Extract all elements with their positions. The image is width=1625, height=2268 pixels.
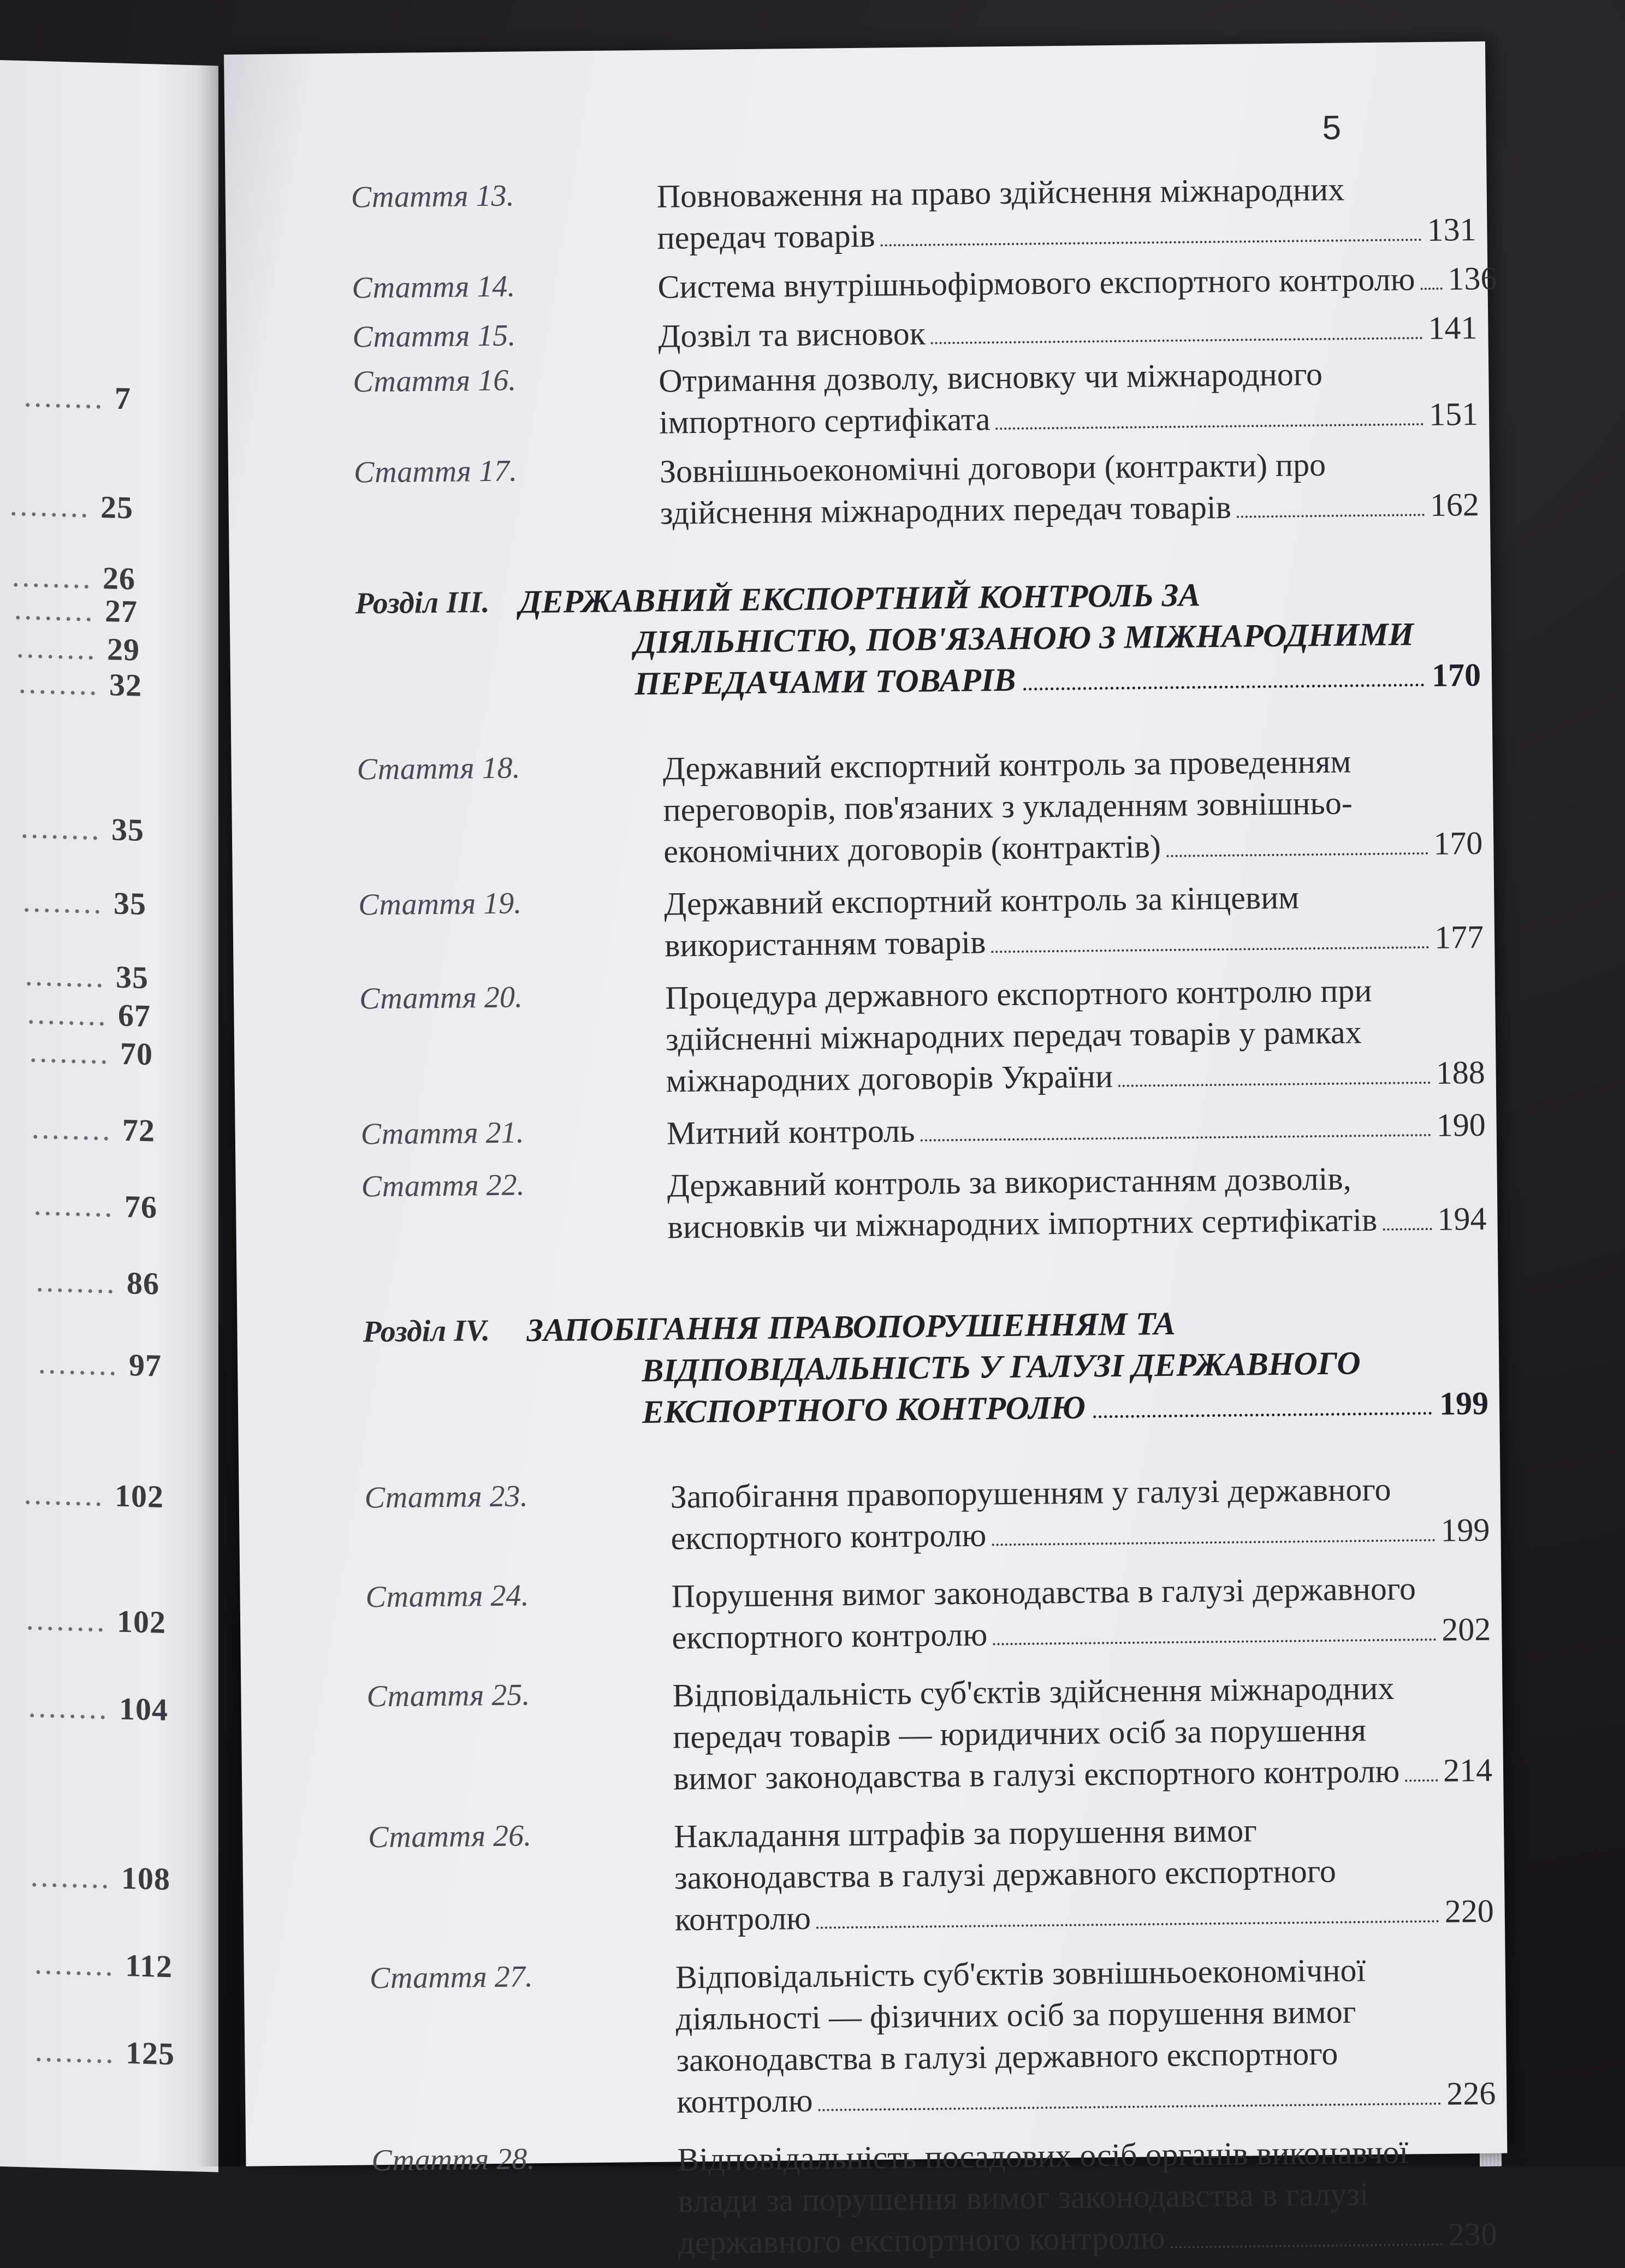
article-title-line: Система внутрішньофірмового експортного контролю 136 [657, 258, 1477, 308]
article-title-line: Зовнішньоекономічні договори (контракти) про [659, 446, 1326, 490]
page-ref: 230 [1448, 2216, 1498, 2253]
toc-article-entry[interactable] [361, 1156, 1487, 1245]
article-title-line: контролю 220 [674, 1890, 1494, 1940]
section-title-line: ЕКСПОРТНОГО КОНТРОЛЮ 199 [642, 1382, 1489, 1433]
article-title-line: Порушення вимог законодавства в галузі державного [671, 1570, 1416, 1614]
article-label: Стаття 26. [367, 1819, 532, 1855]
dot-leader: ........ [33, 1186, 124, 1224]
page-ref: 26 [103, 560, 135, 597]
dot-leader [1405, 1779, 1438, 1782]
article-title-line: Державний експортний контроль за проведенням [662, 743, 1351, 787]
toc-article-entry[interactable] [360, 1104, 1486, 1151]
page-ref: 35 [116, 959, 149, 996]
article-label: Стаття 28. [371, 2142, 535, 2178]
page-ref: 125 [126, 2035, 175, 2072]
page-ref: 194 [1437, 1200, 1487, 1237]
article-title-line: економічних договорів (контрактів) 170 [663, 822, 1483, 872]
dot-leader: ........ [18, 664, 109, 703]
toc-article-entry[interactable] [364, 1468, 1490, 1557]
article-label: Стаття 17. [353, 454, 518, 490]
article-label: Стаття 24. [365, 1578, 529, 1614]
article-title-line: контролю 226 [677, 2073, 1496, 2123]
page-number: 5 [1322, 109, 1342, 147]
page-ref: 72 [122, 1112, 155, 1149]
section-title-line: ЗАПОБІГАННЯ ПРАВОПОРУШЕННЯМ ТА [526, 1305, 1176, 1349]
article-title-line: державного експортного контролю 230 [678, 2213, 1498, 2264]
toc-article-entry[interactable] [369, 1948, 1496, 2120]
article-title-line: Відповідальність суб'єктів зовнішньоекономічної [675, 1952, 1366, 1996]
page-ref: 7 [115, 380, 131, 417]
article-label: Стаття 23. [364, 1479, 528, 1515]
dot-leader [819, 2103, 1442, 2111]
dot-leader [996, 423, 1424, 430]
page-ref: 199 [1439, 1385, 1489, 1422]
dot-leader [1023, 684, 1424, 691]
article-title-line: Державний експортний контроль за кінцевим [663, 879, 1300, 922]
toc-article-entry[interactable] [357, 739, 1483, 870]
left-page-number [23, 882, 147, 922]
toc-article-entry[interactable] [352, 258, 1497, 305]
article-label: Стаття 22. [361, 1168, 525, 1204]
dot-leader: ........ [26, 1601, 117, 1639]
left-page-number [26, 1600, 167, 1641]
dot-leader: ........ [11, 557, 103, 596]
article-title-line: експортного контролю 202 [672, 1608, 1491, 1659]
page-ref: 214 [1443, 1752, 1493, 1789]
toc-article-entry[interactable] [353, 442, 1480, 531]
dot-leader [931, 337, 1423, 344]
left-page-number [10, 486, 134, 526]
article-title-line: Накладання штрафів за порушення вимог [673, 1812, 1258, 1855]
article-title-line: імпортного сертифіката 151 [659, 393, 1479, 443]
page-ref: 202 [1441, 1611, 1491, 1648]
article-title-line: переговорів, пов'язаних з укладенням зовнішньо- [663, 785, 1353, 828]
dot-leader: ........ [29, 1033, 120, 1071]
left-page-number [24, 377, 132, 417]
article-title-line: Запобігання правопорушенням у галузі державного [670, 1471, 1391, 1515]
article-title-line: експортного контролю 199 [671, 1509, 1490, 1559]
page-ref: 86 [127, 1265, 159, 1302]
dot-leader: ........ [9, 486, 100, 525]
toc-article-entry[interactable] [352, 307, 1478, 354]
dot-leader [992, 1539, 1435, 1546]
dot-leader [1118, 1082, 1431, 1087]
article-title-line: законодавства в галузі державного експортного [674, 1853, 1337, 1896]
dot-leader: ........ [16, 628, 107, 667]
dot-leader: ........ [22, 883, 114, 921]
left-page-number [25, 956, 149, 996]
toc-article-entry[interactable] [358, 875, 1484, 964]
page-ref: 170 [1431, 656, 1481, 693]
article-title-line: Державний контроль за використанням дозволів, [667, 1160, 1352, 1204]
dot-leader [993, 1638, 1436, 1646]
page-ref: 29 [107, 631, 140, 668]
page-ref: 136 [1448, 260, 1497, 297]
dot-leader [1383, 1228, 1432, 1231]
dot-leader: ........ [34, 2032, 126, 2071]
left-page-number [36, 1262, 160, 1302]
page-ref: 190 [1436, 1106, 1486, 1143]
page-ref: 35 [111, 811, 144, 848]
page-ref: 226 [1446, 2075, 1496, 2112]
section-title-line: ДІЯЛЬНІСТЮ, ПОВ'ЯЗАНОЮ З МІЖНАРОДНИМИ [633, 616, 1414, 661]
left-page [0, 60, 218, 2172]
dot-leader [881, 239, 1422, 246]
section-label: Розділ III. [355, 585, 490, 621]
article-title-line: міжнародних договорів України 188 [666, 1052, 1485, 1102]
left-page-number [19, 664, 143, 704]
left-page-number [24, 1475, 164, 1515]
article-title-line: законодавства в галузі державного експортного [676, 2035, 1338, 2079]
left-page-number [35, 2032, 175, 2073]
left-page-number [14, 590, 138, 630]
article-title-line: здійснення міжнародних передач товарів 162 [660, 484, 1479, 534]
page-ref: 25 [100, 489, 133, 526]
left-page-number [29, 1032, 153, 1072]
dot-leader: ........ [23, 378, 115, 416]
toc-article-entry[interactable] [359, 969, 1485, 1099]
page-ref: 76 [124, 1188, 157, 1225]
page-ref: 104 [119, 1690, 168, 1728]
article-label: Стаття 14. [352, 269, 515, 305]
article-title-line: Повноваження на право здійснення міжнародних [656, 171, 1345, 215]
left-page-number [38, 1344, 162, 1384]
toc-article-entry[interactable] [371, 2130, 1498, 2261]
article-label: Стаття 25. [366, 1678, 530, 1714]
article-label: Стаття 19. [358, 886, 522, 922]
toc-section-heading[interactable] [355, 571, 1481, 702]
page-ref: 141 [1428, 309, 1478, 346]
dot-leader [921, 1134, 1431, 1142]
article-title-line: влади за порушення вимог законодавства в галузі [677, 2176, 1369, 2219]
page-ref: 108 [121, 1860, 170, 1897]
article-title-line: використанням товарів 177 [665, 916, 1484, 966]
section-title-line: ВІДПОВІДАЛЬНІСТЬ У ГАЛУЗІ ДЕРЖАВНОГО [641, 1345, 1361, 1389]
page-ref: 162 [1430, 486, 1480, 523]
dot-leader: ........ [34, 1945, 126, 1984]
toc-article-entry[interactable] [365, 1567, 1491, 1656]
page-ref: 35 [114, 885, 146, 922]
page-ref: 199 [1440, 1511, 1490, 1548]
dot-leader: ........ [30, 1857, 121, 1896]
page-ref: 32 [109, 667, 142, 703]
article-title-line: Відповідальність посадових осіб органів виконавчої [677, 2134, 1409, 2178]
article-title-line: висновків чи міжнародних імпортних сертифікатів 194 [667, 1198, 1487, 1248]
dot-leader: ........ [28, 1688, 119, 1726]
article-label: Стаття 21. [360, 1115, 524, 1151]
dot-leader: ........ [20, 809, 111, 847]
article-label: Стаття 13. [351, 179, 514, 215]
article-title-line: Процедура державного експортного контролю при [665, 972, 1372, 1016]
toc-article-entry[interactable] [351, 167, 1476, 256]
page-ref: 97 [129, 1347, 162, 1384]
left-page-number [27, 994, 151, 1034]
left-page-number [21, 809, 145, 848]
dot-leader: ........ [35, 1262, 127, 1301]
dot-leader [1166, 852, 1428, 857]
article-title-line: передач товарів 131 [657, 209, 1476, 259]
article-title-line: діяльності — фізичних осіб за порушення вимог [675, 1993, 1356, 2037]
left-page-number [32, 1109, 156, 1149]
left-page-number [34, 1945, 173, 1985]
article-title-line: Дозвіл та висновок 141 [658, 307, 1478, 357]
page-ref: 177 [1434, 918, 1484, 955]
article-label: Стаття 16. [352, 363, 517, 399]
page-ref: 102 [115, 1477, 164, 1515]
page-ref: 188 [1436, 1054, 1485, 1091]
dot-leader: ........ [14, 590, 105, 629]
left-page-number [31, 1857, 171, 1897]
page-ref: 112 [125, 1948, 173, 1985]
article-label: Стаття 20. [359, 980, 523, 1016]
section-title-line: ПЕРЕДАЧАМИ ТОВАРІВ 170 [634, 654, 1481, 704]
dot-leader [992, 946, 1430, 953]
left-page-number [28, 1688, 169, 1728]
article-title-line: Отримання дозволу, висновку чи міжнародного [658, 355, 1323, 399]
left-page-number [16, 628, 140, 668]
dot-leader: ........ [23, 1475, 115, 1513]
left-page-number [34, 1186, 158, 1226]
article-label: Стаття 27. [369, 1960, 533, 1996]
page-ref: 151 [1428, 395, 1479, 432]
toc-article-entry[interactable] [366, 1666, 1493, 1797]
toc-article-entry[interactable] [367, 1807, 1494, 1938]
dot-leader: ........ [25, 957, 116, 995]
article-title-line: вимог законодавства в галузі експортного контролю 214 [673, 1749, 1493, 1800]
dot-leader [1237, 514, 1425, 518]
article-title-line: здійсненні міжнародних передач товарів у рамках [665, 1014, 1362, 1058]
section-label: Розділ IV. [363, 1314, 490, 1349]
article-title-line: Відповідальність суб'єктів здійснення міжнародних [672, 1670, 1395, 1714]
article-title-line: Митний контроль 190 [666, 1104, 1486, 1154]
dot-leader [1093, 1412, 1432, 1418]
dot-leader: ........ [31, 1109, 122, 1148]
dot-leader [1421, 288, 1443, 290]
page-ref: 27 [105, 593, 138, 630]
article-title-line: передач товарів — юридичних осіб за порушення [672, 1712, 1367, 1755]
page-ref: 67 [118, 997, 151, 1034]
page-ref: 70 [120, 1035, 153, 1072]
section-title-line: ДЕРЖАВНИЙ ЕКСПОРТНИЙ КОНТРОЛЬ ЗА [519, 577, 1201, 620]
toc-section-heading[interactable] [363, 1299, 1489, 1430]
page-ref: 131 [1427, 211, 1476, 248]
dot-leader: ........ [27, 995, 118, 1033]
page-ref: 170 [1433, 824, 1483, 862]
page-ref: 102 [117, 1603, 166, 1640]
article-label: Стаття 18. [357, 751, 520, 787]
dot-leader [1171, 2243, 1443, 2248]
right-page [224, 41, 1507, 2261]
article-label: Стаття 15. [352, 318, 516, 354]
page-ref: 220 [1444, 1892, 1494, 1929]
dot-leader [816, 1920, 1439, 1929]
dot-leader: ........ [38, 1344, 129, 1383]
